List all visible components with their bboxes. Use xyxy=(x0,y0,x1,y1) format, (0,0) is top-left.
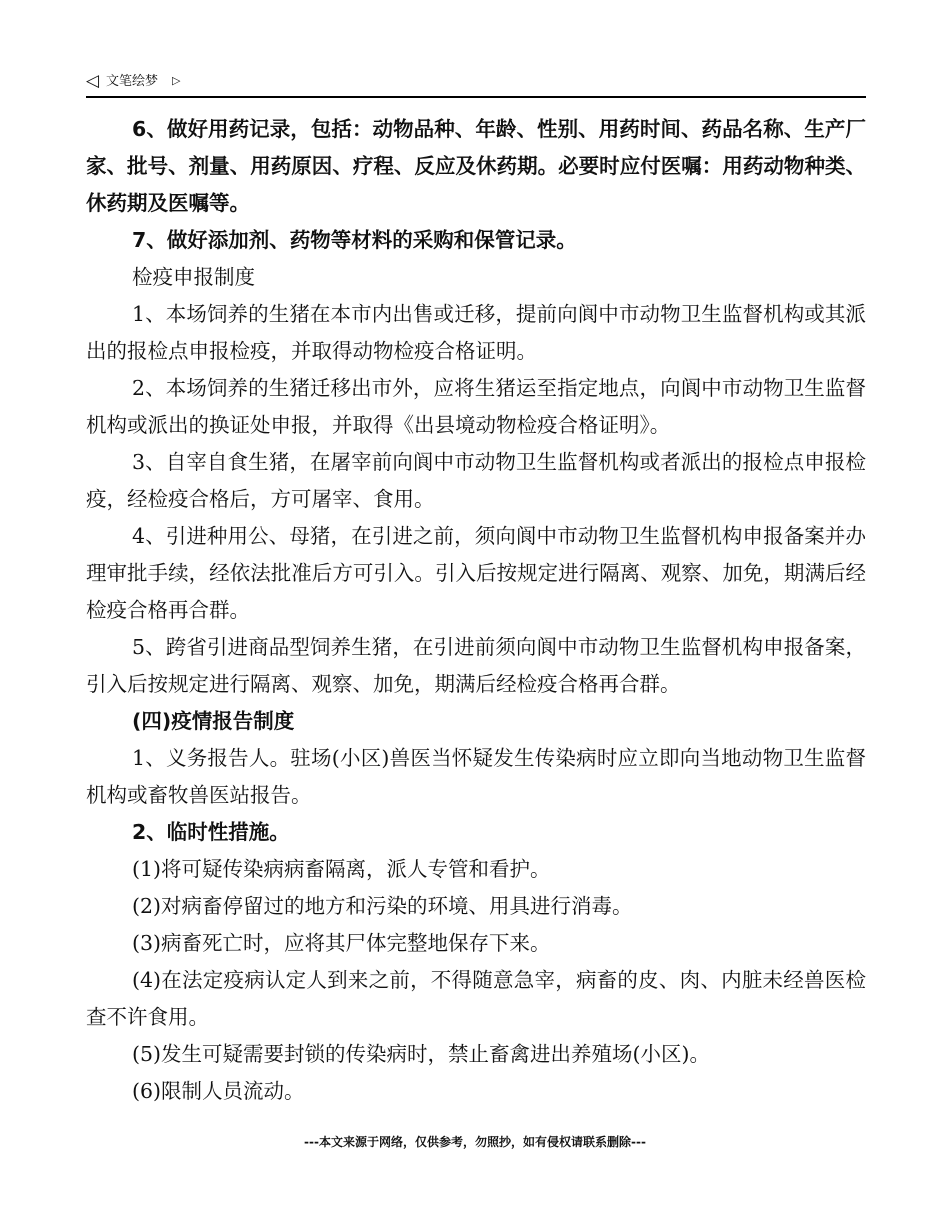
left-arrow-icon: ◁ xyxy=(86,71,100,91)
page-header xyxy=(86,70,866,98)
measure-item-4: (4)在法定疫病认定人到来之前，不得随意急宰，病畜的皮、肉、内脏未经兽医检查不许食用。 xyxy=(86,968,866,1029)
measure-item-6: (6)限制人员流动。 xyxy=(132,1079,305,1103)
section-title-epidemic-report: (四)疫情报告制度 xyxy=(132,709,295,733)
quarantine-item-2: 2、本场饲养的生猪迁移出市外，应将生猪运至指定地点，向阆中市动物卫生监督机构或派出的换证处申报，并取得《出县境动物检疫合格证明》。 xyxy=(86,376,866,437)
quarantine-item-3: 3、自宰自食生猪，在屠宰前向阆中市动物卫生监督机构或者派出的报检点申报检疫，经检疫合格后，方可屠宰、食用。 xyxy=(86,450,866,511)
measure-item-2: (2)对病畜停留过的地方和污染的环境、用具进行消毒。 xyxy=(132,894,633,918)
report-item-1: 1、义务报告人。驻场(小区)兽医当怀疑发生传染病时应立即向当地动物卫生监督机构或畜牧兽医站报告。 xyxy=(86,746,866,807)
page-footer: ---本文来源于网络，仅供参考，勿照抄，如有侵权请联系删除--- xyxy=(304,1135,646,1149)
measure-item-1: (1)将可疑传染病病畜隔离，派人专管和看护。 xyxy=(132,857,551,881)
measure-item-5: (5)发生可疑需要封锁的传染病时，禁止畜禽进出养殖场(小区)。 xyxy=(132,1042,711,1066)
section-title-quarantine: 检疫申报制度 xyxy=(132,265,255,289)
measure-item-3: (3)病畜死亡时，应将其尸体完整地保存下来。 xyxy=(132,931,551,955)
header-title: 文笔绘梦 xyxy=(106,74,159,89)
quarantine-item-1: 1、本场饲养的生猪在本市内出售或迁移，提前向阆中市动物卫生监督机构或其派出的报检点申报检疫，并取得动物检疫合格证明。 xyxy=(86,302,866,363)
paragraph-item-6: 6、做好用药记录，包括：动物品种、年龄、性别、用药时间、药品名称、生产厂家、批号、剂量、用药原因、疗程、反应及休药期。必要时应付医嘱：用药动物种类、休药期及医嘱等。 xyxy=(86,117,866,215)
quarantine-item-5: 5、跨省引进商品型饲养生猪，在引进前须向阆中市动物卫生监督机构申报备案，引入后按规定进行隔离、观察、加免，期满后经检疫合格再合群。 xyxy=(86,635,866,696)
paragraph-item-7: 7、做好添加剂、药物等材料的采购和保管记录。 xyxy=(132,228,577,252)
report-item-2: 2、临时性措施。 xyxy=(132,820,290,844)
right-arrow-icon: ▷ xyxy=(172,74,181,87)
document-body xyxy=(86,111,866,1110)
quarantine-item-4: 4、引进种用公、母猪，在引进之前，须向阆中市动物卫生监督机构申报备案并办理审批手续，经依法批准后方可引入。引入后按规定进行隔离、观察、加免，期满后经检疫合格再合群。 xyxy=(86,524,866,622)
